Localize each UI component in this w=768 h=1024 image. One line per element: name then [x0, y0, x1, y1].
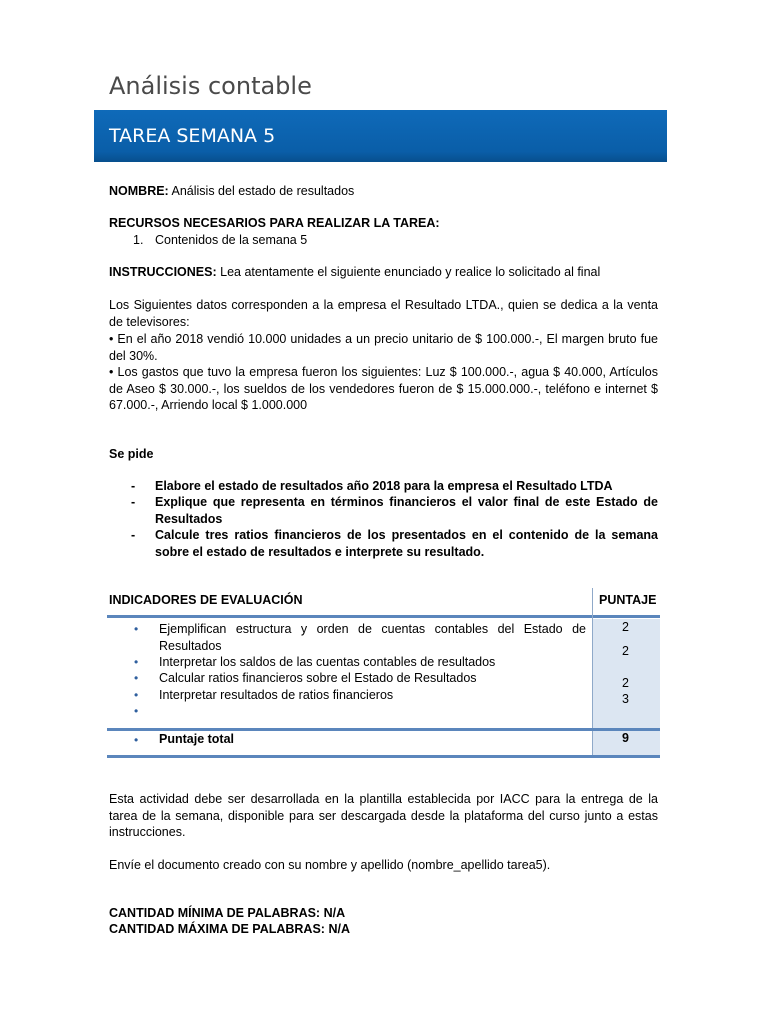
recursos-item-number: 1.	[133, 233, 144, 247]
enunciado-bullet-ventas: • En el año 2018 vendió 10.000 unidades a un precio unitario de $ 100.000.-, El margen bruto fue del 30%.	[109, 332, 658, 363]
score-value: 2	[622, 676, 629, 690]
instrucciones-text: Lea atentamente el siguiente enunciado y realice lo solicitado al final	[220, 265, 601, 279]
indicator-row: Ejemplifican estructura y orden de cuentas contables del Estado de Resultados	[159, 622, 586, 653]
recursos-item-text: Contenidos de la semana 5	[155, 233, 308, 247]
nombre-label: NOMBRE:	[109, 184, 169, 198]
enunciado-bullet-gastos: • Los gastos que tuvo la empresa fueron los siguientes: Luz $ 100.000.-, agua $ 40.000, Artículos de Aseo $ 30.000.-, los sueldos de los vendedores fueron de $ 15.000.000.-, teléfono e internet $ 67.000.-, Arriendo local $ 1.000.000	[109, 365, 658, 412]
bullet-icon: •	[134, 655, 139, 669]
instrucciones-label: INSTRUCCIONES:	[109, 265, 217, 279]
actividad-paragraph: Esta actividad debe ser desarrollada en la plantilla establecida por IACC para la entrega de la tarea de la semana, disponible para ser descargada desde la plataforma del curso junto a estas instrucciones.	[109, 792, 658, 839]
course-title: Análisis contable	[109, 72, 312, 100]
indicator-row: Interpretar los saldos de las cuentas contables de resultados	[159, 655, 496, 669]
envio-paragraph: Envíe el documento creado con su nombre y apellido (nombre_apellido tarea5).	[109, 858, 551, 872]
task-dash: -	[131, 528, 136, 542]
task-dash: -	[131, 479, 136, 493]
table-bottom-rule	[107, 755, 660, 758]
instrucciones-line	[109, 264, 658, 281]
score-value: 3	[622, 692, 629, 706]
task-item: Calcule tres ratios financieros de los presentados en el contenido de la semana sobre el estado de resultados e interprete su resultado.	[155, 528, 658, 559]
task-item: Elabore el estado de resultados año 2018 para la empresa el Resultado LTDA	[155, 479, 613, 493]
nombre-line	[109, 183, 658, 200]
evaluation-table	[107, 588, 660, 760]
total-label: Puntaje total	[159, 732, 235, 746]
bullet-icon: •	[134, 671, 139, 685]
nombre-value: Análisis del estado de resultados	[171, 184, 355, 198]
recursos-label: RECURSOS NECESARIOS PARA REALIZAR LA TAREA:	[109, 216, 440, 230]
min-words-line	[109, 905, 658, 922]
total-score: 9	[622, 731, 629, 745]
min-words-value: N/A	[323, 906, 346, 920]
max-words-label: CANTIDAD MÁXIMA DE PALABRAS:	[109, 922, 325, 936]
bullet-icon: •	[134, 733, 139, 747]
indicator-row: Calcular ratios financieros sobre el Estado de Resultados	[159, 671, 477, 685]
table-header-rule	[107, 615, 660, 618]
max-words-value: N/A	[328, 922, 350, 936]
bullet-icon: •	[134, 704, 139, 718]
task-banner	[94, 110, 667, 162]
bullet-icon: •	[134, 688, 139, 702]
min-words-label: CANTIDAD MÍNIMA DE PALABRAS:	[109, 906, 321, 920]
task-item: Explique que representa en términos financieros el valor final de este Estado de Resultados	[155, 495, 658, 526]
banner-title: TAREA SEMANA 5	[109, 125, 276, 147]
indicator-row: Interpretar resultados de ratios financieros	[159, 688, 394, 702]
score-cell-background	[593, 619, 660, 728]
bullet-icon: •	[134, 622, 139, 636]
enunciado-intro: Los Siguientes datos corresponden a la empresa el Resultado LTDA., quien se dedica a la venta de televisores:	[109, 298, 658, 329]
score-value: 2	[622, 644, 629, 658]
indicators-header: INDICADORES DE EVALUACIÓN	[109, 593, 303, 607]
se-pide-label: Se pide	[109, 447, 154, 461]
score-header: PUNTAJE	[599, 593, 657, 607]
max-words-line	[109, 921, 658, 938]
task-dash: -	[131, 495, 136, 509]
score-value: 2	[622, 620, 629, 634]
